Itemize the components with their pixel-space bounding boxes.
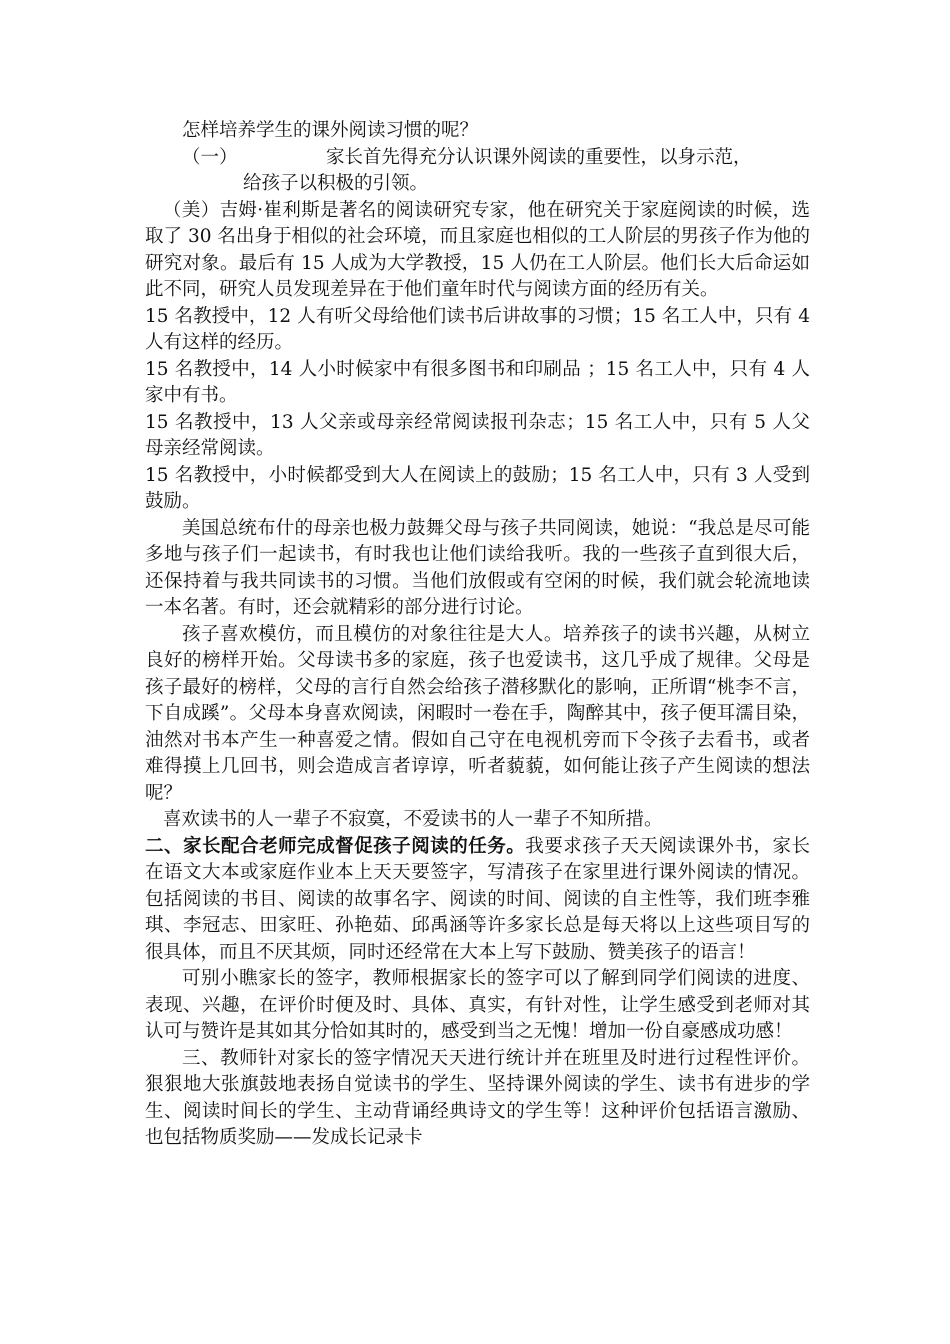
paragraph-bush-quote: 美国总统布什的母亲也极力鼓舞父母与孩子共同阅读，她说：“我总是尽可能多地与孩子们一起读书，有时我也让他们读给我听。我的一些孩子直到很大后，还保持着与我共同读书的习惯。当他们放假或有空闲的时候，我们就会轮流地读一本名著。有时，还会就精彩的部分进行讨论。 (145, 517, 810, 618)
paragraph-finding-1: 15 名教授中，12 人有听父母给他们读书后讲故事的习惯；15 名工人中，只有 4 人有这样的经历。 (145, 305, 810, 353)
document-title: 怎样培养学生的课外阅读习惯的呢？ (182, 120, 479, 141)
section-2-text: 我要求孩子天天阅读课外书，家长在语文大本或家庭作业本上天天要签字，写清孩子在家里进行课外阅读的情况。包括阅读的书目、阅读的故事名字、阅读的时间、阅读的自主性等，我们班李雅琪、李冠志、田家旺、孙艳茹、邱禹涵等许多家长总是每天将以上这些项目写的很具体，而且不厌其烦，同时还经常在大本上写下鼓励、赞美孩子的语言！ (145, 835, 810, 963)
paragraph-section-3: 三、教师针对家长的签字情况天天进行统计并在班里及时进行过程性评价。狠狠地大张旗鼓地表扬自觉读书的学生、坚持课外阅读的学生、读书有进步的学生、阅读时间长的学生、主动背诵经典诗文的学生等！这种评价包括语言激励、也包括物质奖励——发成长记录卡 (145, 1047, 810, 1148)
section-heading-line2: 给孩子以积极的引领。 (243, 173, 429, 194)
section-2-heading: 二、家长配合老师完成督促孩子阅读的任务。 (145, 835, 526, 857)
section-heading-line1: 家长首先得充分认识课外阅读的重要性，以身示范， (326, 146, 752, 168)
section-heading-1 (145, 145, 810, 172)
paragraph-finding-4: 15 名教授中，小时候都受到大人在阅读上的鼓励；15 名工人中，只有 3 人受到鼓励。 (145, 464, 810, 512)
section-number: （一） (182, 146, 238, 168)
paragraph-imitation: 孩子喜欢模仿，而且模仿的对象往往是大人。培养孩子的读书兴趣，从树立良好的榜样开始。父母读书多的家庭，孩子也爱读书，这几乎成了规律。父母是孩子最好的榜样，父母的言行自然会给孩子潜移默化的影响，正所谓“桃李不言，下自成蹊”。父母本身喜欢阅读，闲暇时一卷在手，陶醉其中，孩子便耳濡目染，油然对书本产生一种喜爱之情。假如自己守在电视机旁而下令孩子去看书，或者难得摸上几回书，则会造成言者谆谆，听者藐藐，如何能让孩子产生阅读的想法呢？ (145, 623, 810, 804)
paragraph-saying: 喜欢读书的人一辈子不寂寞，不爱读书的人一辈子不知所措。 (163, 809, 663, 830)
paragraph-section-2 (145, 834, 810, 967)
paragraph-signature: 可别小瞧家长的签字，教师根据家长的签字可以了解到同学们阅读的进度、表现、兴趣，在评价时便及时、具体、真实，有针对性，让学生感受到老师对其认可与赞许是其如其分恰如其时的，感受到当之无愧！增加一份自豪感成功感！ (145, 968, 810, 1042)
document-body (145, 118, 810, 1152)
paragraph-finding-2: 15 名教授中，14 人小时候家中有很多图书和印刷品 ；15 名工人中，只有 4 人家中有书。 (145, 358, 810, 406)
paragraph-research-intro: （美）吉姆·崔利斯是著名的阅读研究专家，他在研究关于家庭阅读的时候，选取了 30 名出身于相似的社会环境，而且家庭也相似的工人阶层的男孩子作为他的研究对象。最后有 15 人成为大学教授，15 人仍在工人阶层。他们长大后命运如此不同，研究人员发现差异在于他们童年时代与阅读方面的经历有关。 (145, 199, 810, 300)
paragraph-finding-3: 15 名教授中，13 人父亲或母亲经常阅读报刊杂志；15 名工人中，只有 5 人父母亲经常阅读。 (145, 411, 810, 459)
